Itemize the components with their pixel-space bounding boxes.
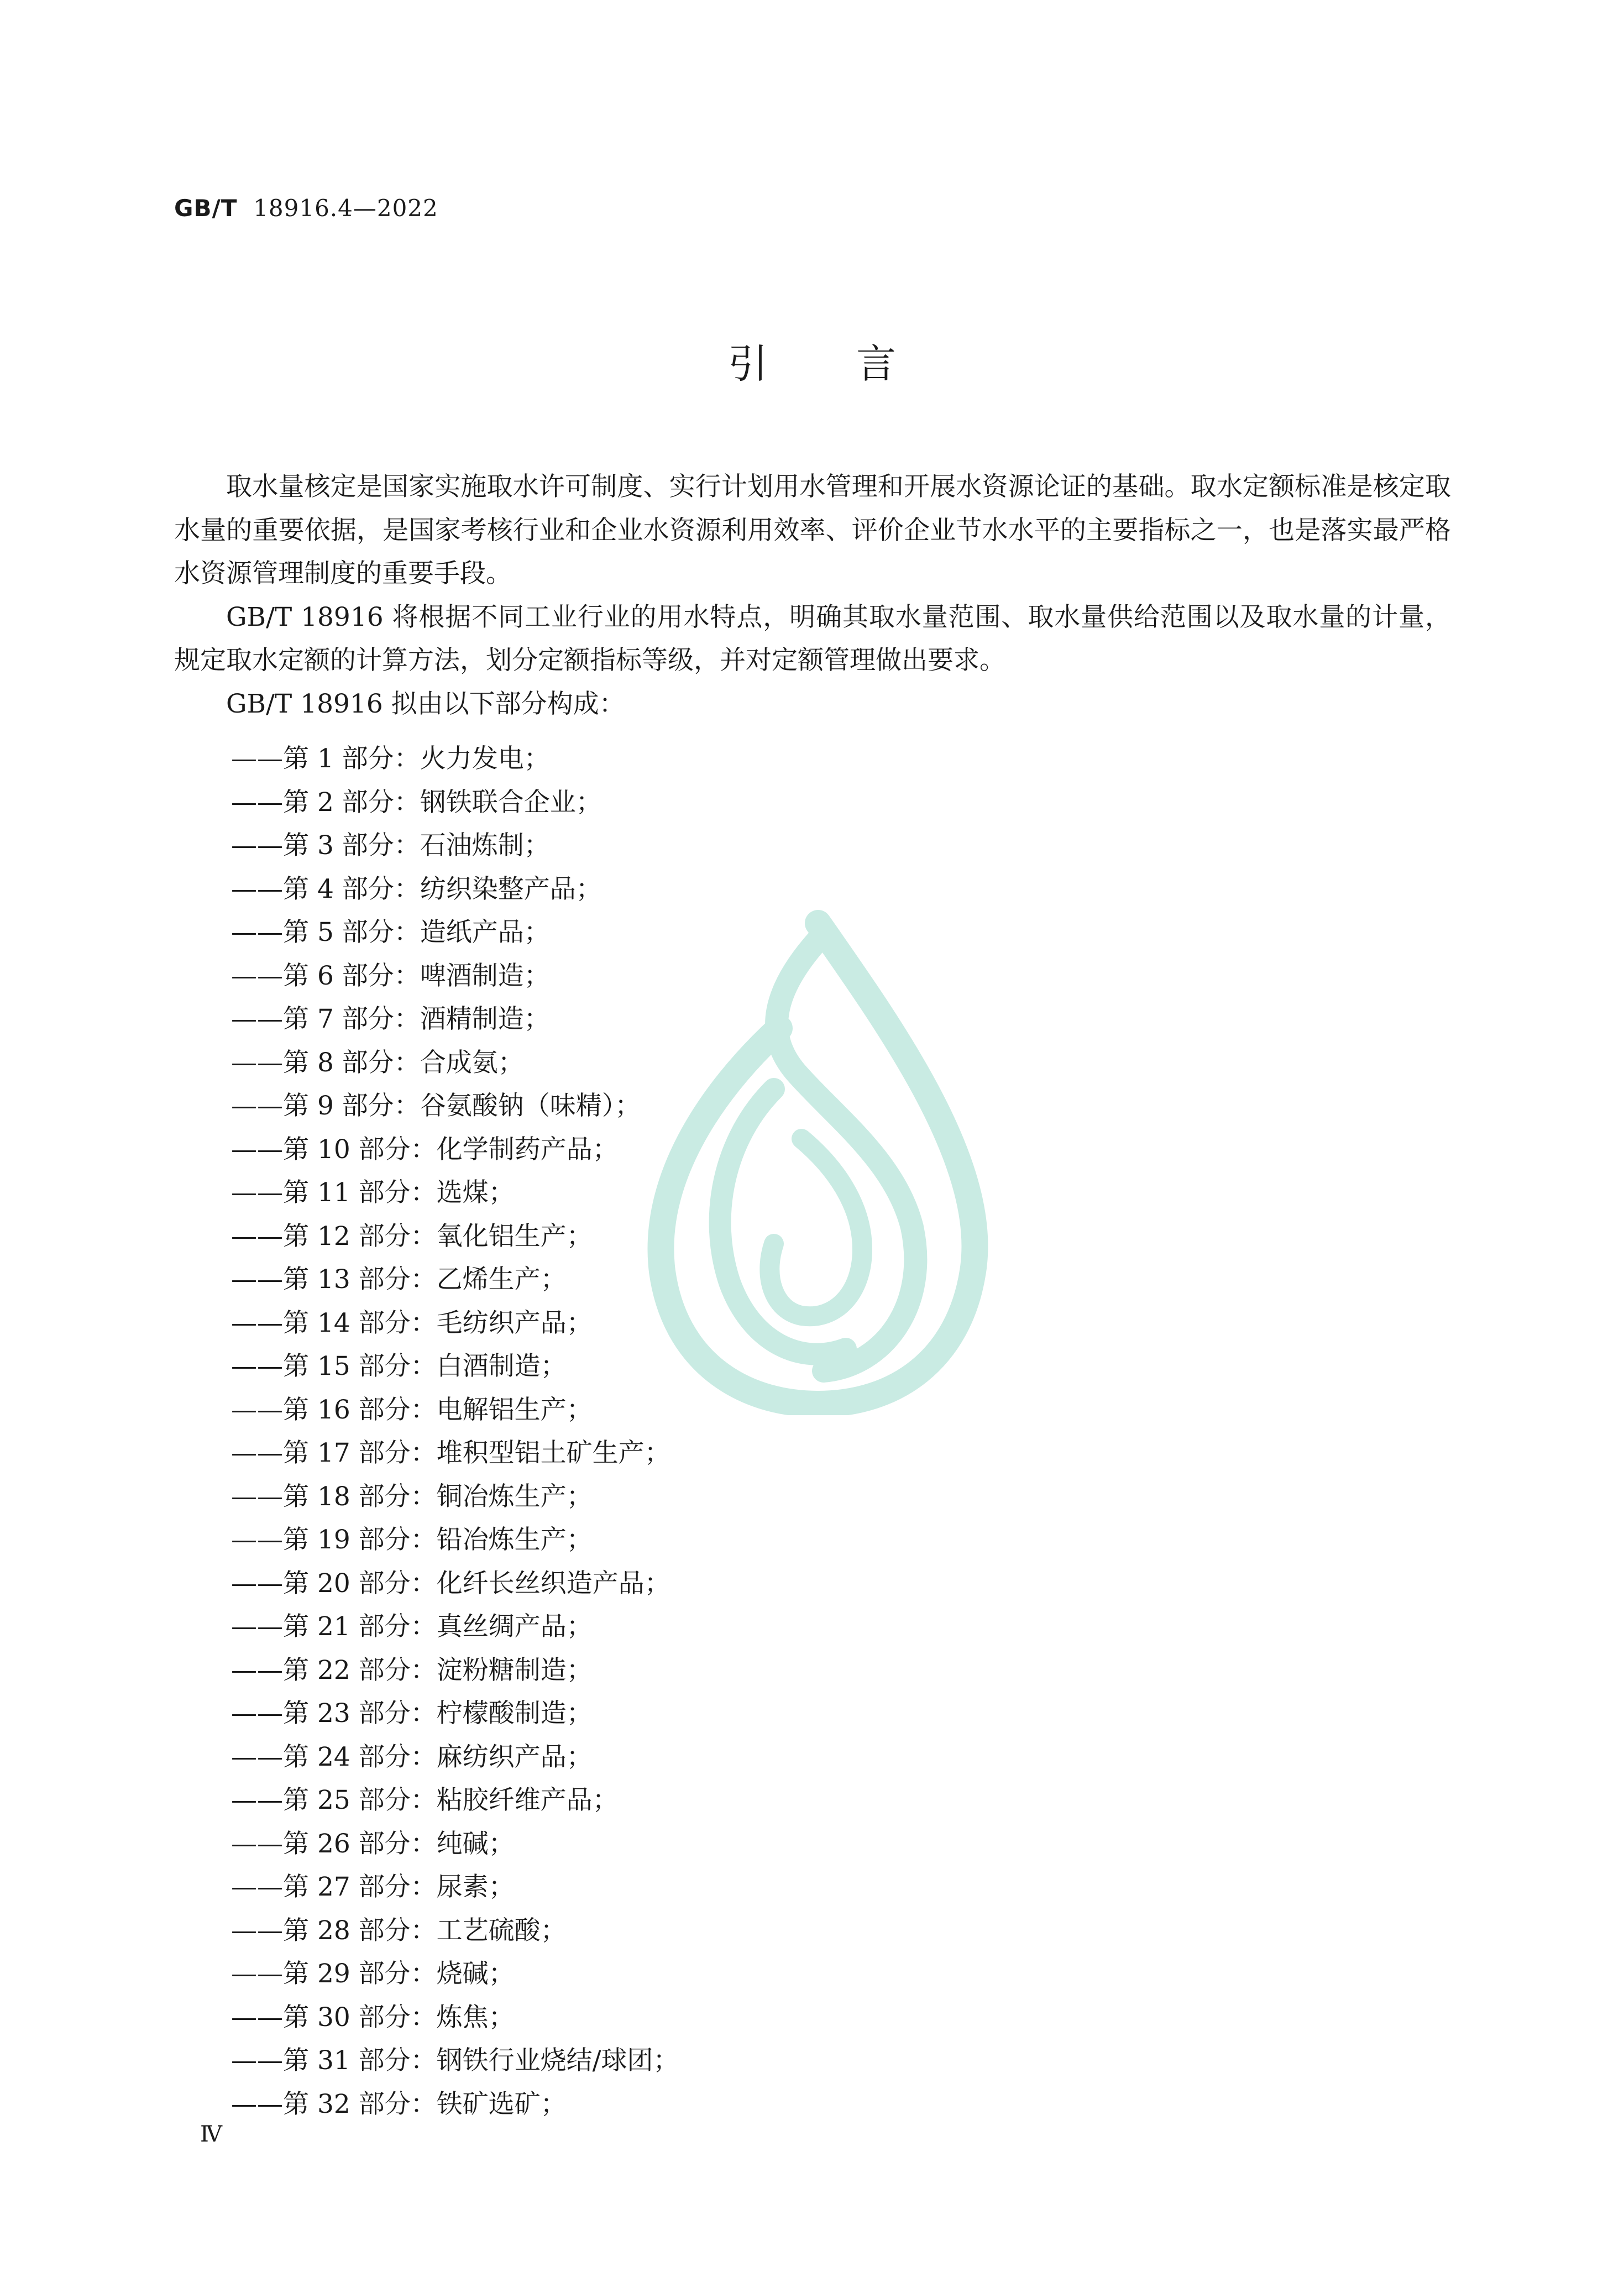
list-item: ——第 20 部分：化纤长丝织造产品； bbox=[231, 1568, 670, 1599]
list-item: ——第 19 部分：铅冶炼生产； bbox=[231, 1525, 593, 1555]
list-item: ——第 23 部分：柠檬酸制造； bbox=[231, 1698, 593, 1729]
list-item: ——第 25 部分：粘胶纤维产品； bbox=[231, 1785, 619, 1815]
list-item: ——第 1 部分：火力发电； bbox=[231, 744, 550, 774]
list-item: ——第 10 部分：化学制药产品； bbox=[231, 1134, 619, 1165]
page-number: Ⅳ bbox=[200, 2122, 222, 2147]
page-title: 引言 bbox=[727, 341, 984, 387]
paragraph: 取水量核定是国家实施取水许可制度、实行计划用水管理和开展水资源论证的基础。取水定额标准是核定取水量的重要依据，是国家考核行业和企业水资源利用效率、评价企业节水水平的主要指标之一，也是落实最严格水资源管理制度的重要手段。 bbox=[174, 472, 1451, 589]
list-item: ——第 8 部分：合成氨； bbox=[231, 1047, 524, 1078]
list-item: ——第 24 部分：麻纺织产品； bbox=[231, 1741, 593, 1772]
list-item: ——第 15 部分：白酒制造； bbox=[231, 1351, 567, 1381]
paragraph: GB/T 18916 将根据不同工业行业的用水特点，明确其取水量范围、取水量供给范围以及取水量的计量，规定取水定额的计算方法，划分定额指标等级，并对定额管理做出要求。 bbox=[174, 601, 1451, 676]
list-item: ——第 28 部分：工艺硫酸； bbox=[231, 1915, 567, 1946]
list-item: ——第 30 部分：炼焦； bbox=[231, 2002, 515, 2033]
paragraph: GB/T 18916 拟由以下部分构成： bbox=[226, 688, 625, 719]
list-item: ——第 13 部分：乙烯生产； bbox=[231, 1264, 567, 1295]
list-item: ——第 14 部分：毛纺织产品； bbox=[231, 1307, 593, 1338]
list-item: ——第 21 部分：真丝绸产品； bbox=[231, 1611, 593, 1642]
standard-code: 18916.4—2022 bbox=[253, 195, 438, 222]
list-item: ——第 32 部分：铁矿选矿； bbox=[231, 2088, 567, 2119]
list-item: ——第 2 部分：钢铁联合企业； bbox=[231, 787, 602, 818]
parts-list bbox=[231, 737, 679, 2126]
list-item: ——第 29 部分：烧碱； bbox=[231, 1959, 515, 1989]
list-item: ——第 4 部分：纺织染整产品； bbox=[231, 873, 602, 904]
list-item: ——第 5 部分：造纸产品； bbox=[231, 917, 550, 947]
list-item: ——第 3 部分：石油炼制； bbox=[231, 830, 550, 861]
list-item: ——第 16 部分：电解铝生产； bbox=[231, 1394, 593, 1425]
water-drop-watermark-icon bbox=[636, 907, 1000, 1415]
list-item: ——第 18 部分：铜冶炼生产； bbox=[231, 1481, 593, 1512]
list-item: ——第 22 部分：淀粉糖制造； bbox=[231, 1655, 593, 1685]
list-item: ——第 17 部分：堆积型铝土矿生产； bbox=[231, 1438, 670, 1468]
list-item: ——第 6 部分：啤酒制造； bbox=[231, 960, 550, 991]
introduction-body bbox=[174, 465, 1451, 726]
list-item: ——第 31 部分：钢铁行业烧结/球团； bbox=[231, 2045, 679, 2076]
list-item: ——第 7 部分：酒精制造； bbox=[231, 1004, 550, 1034]
standard-number bbox=[174, 195, 438, 222]
list-item: ——第 12 部分：氧化铝生产； bbox=[231, 1221, 593, 1252]
list-item: ——第 11 部分：选煤； bbox=[231, 1177, 515, 1208]
standard-prefix: GB/T bbox=[174, 195, 238, 222]
list-item: ——第 26 部分：纯碱； bbox=[231, 1828, 515, 1859]
list-item: ——第 27 部分：尿素； bbox=[231, 1872, 515, 1902]
list-item: ——第 9 部分：谷氨酸钠（味精）； bbox=[231, 1091, 641, 1121]
